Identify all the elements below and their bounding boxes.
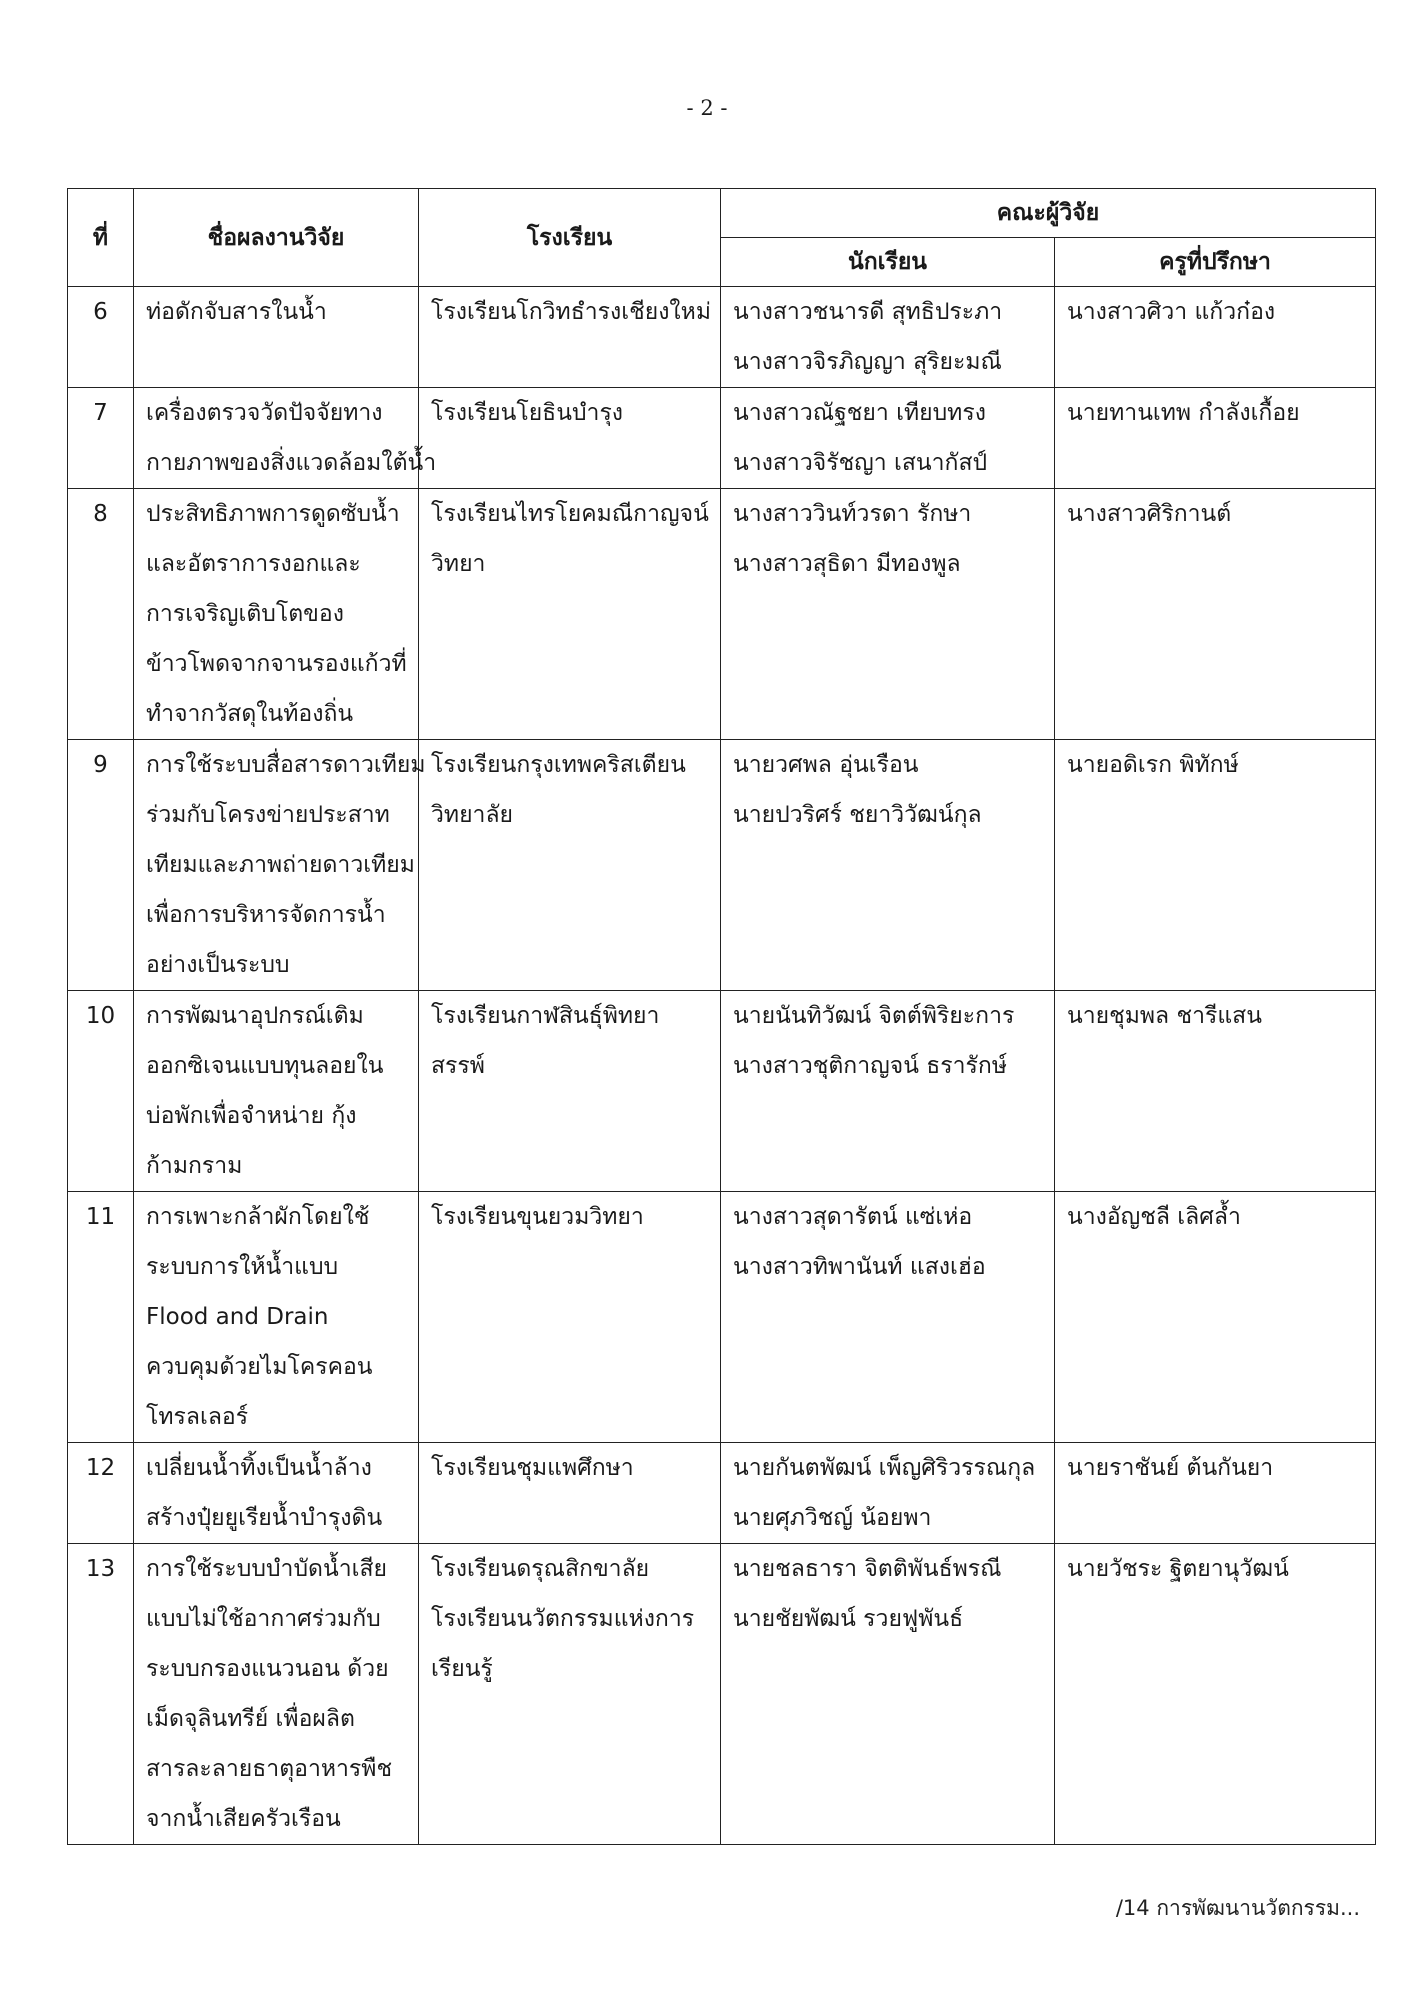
cell-advisor-line: นางอัญชลี เลิศล้ำ: [1067, 1204, 1241, 1230]
header-research-team: คณะผู้วิจัย: [721, 189, 1376, 238]
cell-title-line: การใช้ระบบสื่อสารดาวเทียม: [146, 752, 426, 778]
cell-students-line: นายนันทิวัฒน์ จิตต์พิริยะการ: [733, 1003, 1015, 1029]
cell-school-line: โรงเรียนโกวิทธำรงเชียงใหม่: [431, 299, 711, 325]
cell-title-line: จากน้ำเสียครัวเรือน: [146, 1806, 341, 1832]
cell-students-line: นางสาวชนารดี สุทธิประภา: [733, 299, 1003, 325]
cell-title-line: แบบไม่ใช้อากาศร่วมกับ: [146, 1606, 381, 1632]
cell-students-line: นายชัยพัฒน์ รวยฟูพันธ์: [733, 1606, 964, 1632]
cell-title-line: การพัฒนาอุปกรณ์เติม: [146, 1003, 364, 1029]
cell-school: [419, 1192, 721, 1443]
cell-students-line: นายศุภวิชญ์ น้อยพา: [733, 1505, 932, 1531]
cell-title-line: เทียมและภาพถ่ายดาวเทียม: [146, 852, 415, 878]
cell-students: [721, 991, 1055, 1192]
cell-title-line: กายภาพของสิ่งแวดล้อมใต้น้ำ: [146, 450, 437, 476]
cell-title: [134, 287, 419, 388]
table-row: [68, 1544, 1376, 1845]
cell-title-line: ก้ามกราม: [146, 1153, 243, 1179]
cell-no: 10: [68, 991, 134, 1192]
cell-students: [721, 287, 1055, 388]
cell-advisor: [1055, 1443, 1376, 1544]
cell-title-line: Flood and Drain: [146, 1304, 329, 1330]
cell-students-line: นางสาวทิพานันท์ แสงเฮ่อ: [733, 1254, 986, 1280]
table-body: [68, 287, 1376, 1845]
cell-advisor-line: นายชุมพล ชารีแสน: [1067, 1003, 1262, 1029]
continuation-note: /14 การพัฒนานวัตกรรม...: [1115, 1896, 1360, 1920]
header-students: นักเรียน: [721, 238, 1055, 287]
cell-title-line: โทรลเลอร์: [146, 1404, 249, 1430]
cell-school-line: สรรพ์: [431, 1053, 485, 1079]
cell-title-line: ระบบการให้น้ำแบบ: [146, 1254, 339, 1280]
cell-students: [721, 489, 1055, 740]
cell-students-line: นางสาวชุติกาญจน์ ธรารักษ์: [733, 1053, 1007, 1079]
cell-advisor-line: นางสาวศิวา แก้วก๋อง: [1067, 299, 1276, 325]
cell-school-line: เรียนรู้: [431, 1656, 493, 1682]
table-header: [68, 189, 1376, 287]
cell-title-line: เปลี่ยนน้ำทิ้งเป็นน้ำล้าง: [146, 1455, 372, 1481]
cell-students-line: นางสาวสุดารัตน์ แซ่เห่อ: [733, 1204, 973, 1230]
cell-students: [721, 1192, 1055, 1443]
cell-school-line: โรงเรียนขุนยวมวิทยา: [431, 1204, 644, 1230]
cell-title-line: การเพาะกล้าผักโดยใช้: [146, 1204, 370, 1230]
cell-school-line: โรงเรียนกาฬสินธุ์พิทยา: [431, 1003, 660, 1029]
cell-title-line: ควบคุมด้วยไมโครคอน: [146, 1354, 373, 1380]
cell-advisor-line: นายวัชระ ฐิตยานุวัฒน์: [1067, 1556, 1289, 1582]
cell-no: 7: [68, 388, 134, 489]
cell-advisor: [1055, 1544, 1376, 1845]
cell-advisor-line: นายทานเทพ กำลังเกื้อย: [1067, 400, 1300, 426]
cell-advisor: [1055, 388, 1376, 489]
cell-advisor: [1055, 991, 1376, 1192]
cell-advisor-line: นายอดิเรก พิทักษ์: [1067, 752, 1239, 778]
cell-title-line: ระบบกรองแนวนอน ด้วย: [146, 1656, 389, 1682]
cell-title: [134, 489, 419, 740]
cell-students-line: นางสาวจิรภิญญา สุริยะมณี: [733, 349, 1002, 375]
cell-title-line: ท่อดักจับสารในน้ำ: [146, 299, 327, 325]
cell-school-line: วิทยาลัย: [431, 802, 514, 828]
cell-title-line: ข้าวโพดจากจานรองแก้วที่: [146, 651, 407, 677]
cell-title-line: การเจริญเติบโตของ: [146, 601, 344, 627]
cell-students-line: นายวศพล อุ่นเรือน: [733, 752, 919, 778]
cell-advisor: [1055, 1192, 1376, 1443]
cell-no: 9: [68, 740, 134, 991]
cell-school: [419, 287, 721, 388]
cell-students-line: นายปวริศร์ ชยาวิวัฒน์กุล: [733, 802, 982, 828]
cell-school: [419, 489, 721, 740]
cell-title: [134, 1192, 419, 1443]
table-row: [68, 489, 1376, 740]
cell-title: [134, 1443, 419, 1544]
cell-school-line: โรงเรียนชุมแพศึกษา: [431, 1455, 634, 1481]
table-row: [68, 740, 1376, 991]
cell-school-line: โรงเรียนกรุงเทพคริสเตียน: [431, 752, 686, 778]
cell-school: [419, 740, 721, 991]
cell-school-line: โรงเรียนดรุณสิกขาลัย: [431, 1556, 650, 1582]
cell-no: 6: [68, 287, 134, 388]
cell-title: [134, 1544, 419, 1845]
cell-school-line: โรงเรียนไทรโยคมณีกาญจน์: [431, 501, 709, 527]
cell-students: [721, 388, 1055, 489]
cell-no: 13: [68, 1544, 134, 1845]
research-table: [67, 188, 1376, 1845]
cell-school: [419, 388, 721, 489]
cell-students: [721, 1443, 1055, 1544]
cell-title: [134, 388, 437, 489]
cell-students-line: นายกันตพัฒน์ เพ็ญศิริวรรณกุล: [733, 1455, 1036, 1481]
cell-advisor: [1055, 287, 1376, 388]
cell-title: [134, 991, 419, 1192]
cell-title: [134, 740, 426, 991]
cell-school-line: วิทยา: [431, 551, 486, 577]
cell-students-line: นางสาวจิรัชญา เสนากัสป์: [733, 450, 988, 476]
cell-title-line: ร่วมกับโครงข่ายประสาท: [146, 802, 390, 828]
cell-students-line: นางสาววินท์วรดา รักษา: [733, 501, 972, 527]
cell-title-line: ออกซิเจนแบบทุนลอยใน: [146, 1053, 384, 1079]
cell-advisor-line: นายราชันย์ ต้นกันยา: [1067, 1455, 1274, 1481]
table-row: [68, 991, 1376, 1192]
cell-title-line: อย่างเป็นระบบ: [146, 952, 290, 978]
cell-title-line: และอัตราการงอกและ: [146, 551, 361, 577]
cell-no: 12: [68, 1443, 134, 1544]
table-row: [68, 1443, 1376, 1544]
header-advisor: ครูที่ปรึกษา: [1055, 238, 1376, 287]
cell-students-line: นางสาวณัฐชยา เทียบทรง: [733, 400, 986, 426]
table-row: [68, 287, 1376, 388]
cell-title-line: เครื่องตรวจวัดปัจจัยทาง: [146, 400, 383, 426]
cell-advisor-line: นางสาวศิริกานต์: [1067, 501, 1232, 527]
cell-no: 8: [68, 489, 134, 740]
cell-title-line: ทำจากวัสดุในท้องถิ่น: [146, 701, 354, 727]
cell-students-line: นายชลธารา จิตติพันธ์พรณี: [733, 1556, 1002, 1582]
cell-no: 11: [68, 1192, 134, 1443]
cell-title-line: สร้างปุ๋ยยูเรียน้ำบำรุงดิน: [146, 1505, 383, 1531]
cell-school: [419, 1544, 721, 1845]
header-school: โรงเรียน: [419, 189, 721, 287]
cell-title-line: ประสิทธิภาพการดูดซับน้ำ: [146, 501, 400, 527]
page-number: - 2 -: [686, 96, 728, 120]
cell-advisor: [1055, 740, 1376, 991]
cell-title-line: เม็ดจุลินทรีย์ เพื่อผลิต: [146, 1706, 355, 1732]
cell-title-line: การใช้ระบบบำบัดน้ำเสีย: [146, 1556, 388, 1582]
cell-title-line: สารละลายธาตุอาหารพืช: [146, 1756, 393, 1782]
cell-school-line: โรงเรียนโยธินบำรุง: [431, 400, 624, 426]
cell-school-line: โรงเรียนนวัตกรรมแห่งการ: [431, 1606, 695, 1632]
cell-title-line: บ่อพักเพื่อจำหน่าย กุ้ง: [146, 1103, 357, 1129]
header-no: ที่: [68, 189, 134, 287]
cell-students-line: นางสาวสุธิดา มีทองพูล: [733, 551, 961, 577]
cell-school: [419, 991, 721, 1192]
cell-students: [721, 1544, 1055, 1845]
cell-advisor: [1055, 489, 1376, 740]
header-title: ชื่อผลงานวิจัย: [134, 189, 419, 287]
cell-students: [721, 740, 1055, 991]
table-row: [68, 388, 1376, 489]
cell-title-line: เพื่อการบริหารจัดการน้ำ: [146, 902, 386, 928]
cell-school: [419, 1443, 721, 1544]
table-row: [68, 1192, 1376, 1443]
